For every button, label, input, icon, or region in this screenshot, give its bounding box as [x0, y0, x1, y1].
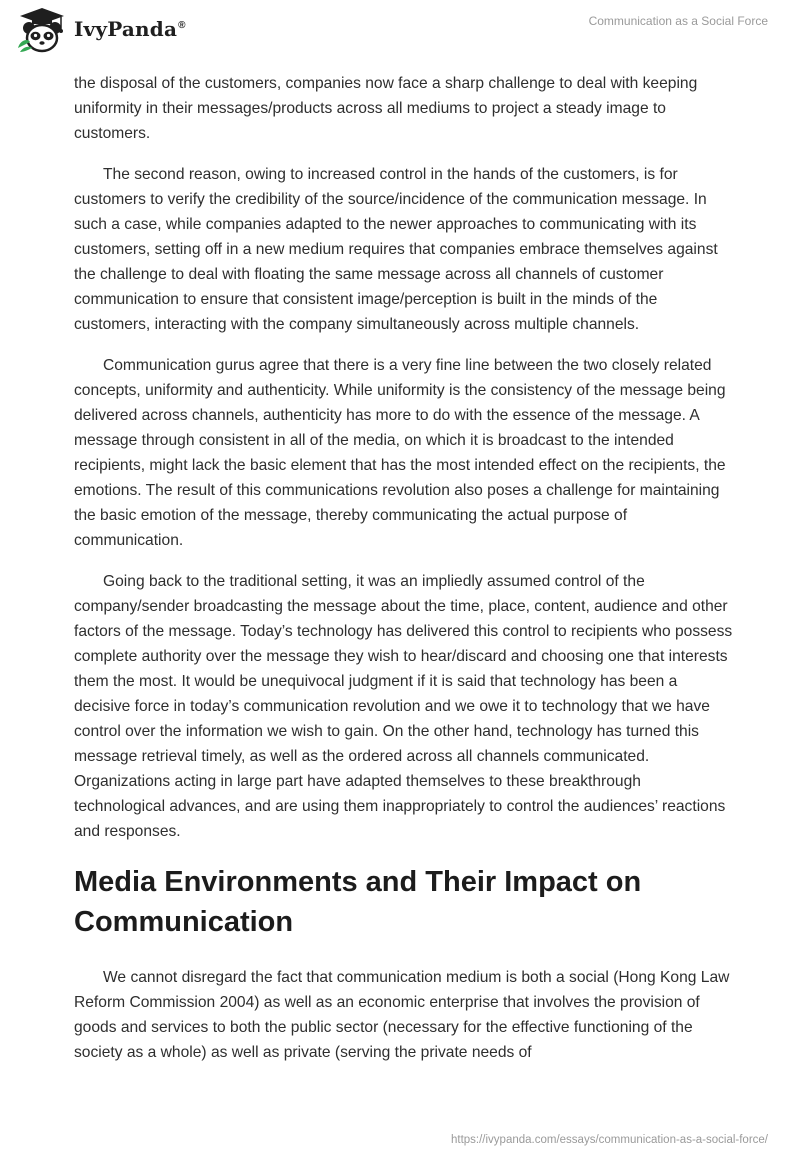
paragraph: We cannot disregard the fact that communication medium is both a social (Hong Kong Law Reform Commission 2004) as well as an economic enterprise that involves the provision of goods and services to both the public sector (necessary for the effective functioning of the society as a whole) as well as private (serving the private needs of [74, 969, 730, 1061]
footer-url[interactable]: https://ivypanda.com/essays/communication-as-a-social-force/ [450, 1134, 768, 1146]
essay-body [74, 71, 734, 1081]
ivypanda-logo[interactable] [14, 6, 186, 54]
section-heading: Media Environments and Their Impact on Communication [74, 866, 642, 938]
paragraph: the disposal of the customers, companies now face a sharp challenge to deal with keeping uniformity in their messages/products across all mediums to project a steady image to customers. [74, 75, 698, 142]
paragraph: Going back to the traditional setting, it was an impliedly assumed control of the company/sender broadcasting the message about the time, place, content, audience and other factors of the message. Today’s technology has delivered this control to recipients who possess complete authority over the message they wish to hear/discard and choosing one that interests them the most. It would be unequivocal judgment if it is said that technology has been a decisive force in today’s communication revolution and we owe it to technology that we have control over the information we wish to gain. On the other hand, technology has turned this message retrieval timely, as well as the ordered across all channels communicated. Organizations acting in large part have adapted themselves to these breakthrough technological advances, and are using them inappropriately to control the audiences’ reactions and responses. [74, 573, 733, 840]
page-header [0, 0, 800, 64]
panda-graduate-icon [14, 6, 70, 54]
logo-text: IvyPanda® [74, 17, 186, 41]
paragraph: Communication gurus agree that there is a very fine line between the two closely related concepts, uniformity and authenticity. While uniformity is the consistency of the message being delivered across channels, authenticity has more to do with the essence of the message. A message through consistent in all of the media, on which it is broadcast to the intended recipients, might lack the basic element that has the most intended effect on the recipients, the emotions. The result of this communications revolution also poses a challenge for maintaining the basic emotion of the message, thereby communicating the actual purpose of communication. [74, 357, 726, 549]
essay-title: Communication as a Social Force [588, 14, 768, 28]
paragraph: The second reason, owing to increased control in the hands of the customers, is for customers to verify the credibility of the source/incidence of the communication message. In such a case, while companies adapted to the newer approaches to communicating with its customers, setting off in a new medium requires that companies embrace themselves against the challenge to deal with floating the same message across all channels of customer communication to ensure that consistent image/perception is built in the minds of the customers, interacting with the company simultaneously across multiple channels. [74, 166, 718, 333]
